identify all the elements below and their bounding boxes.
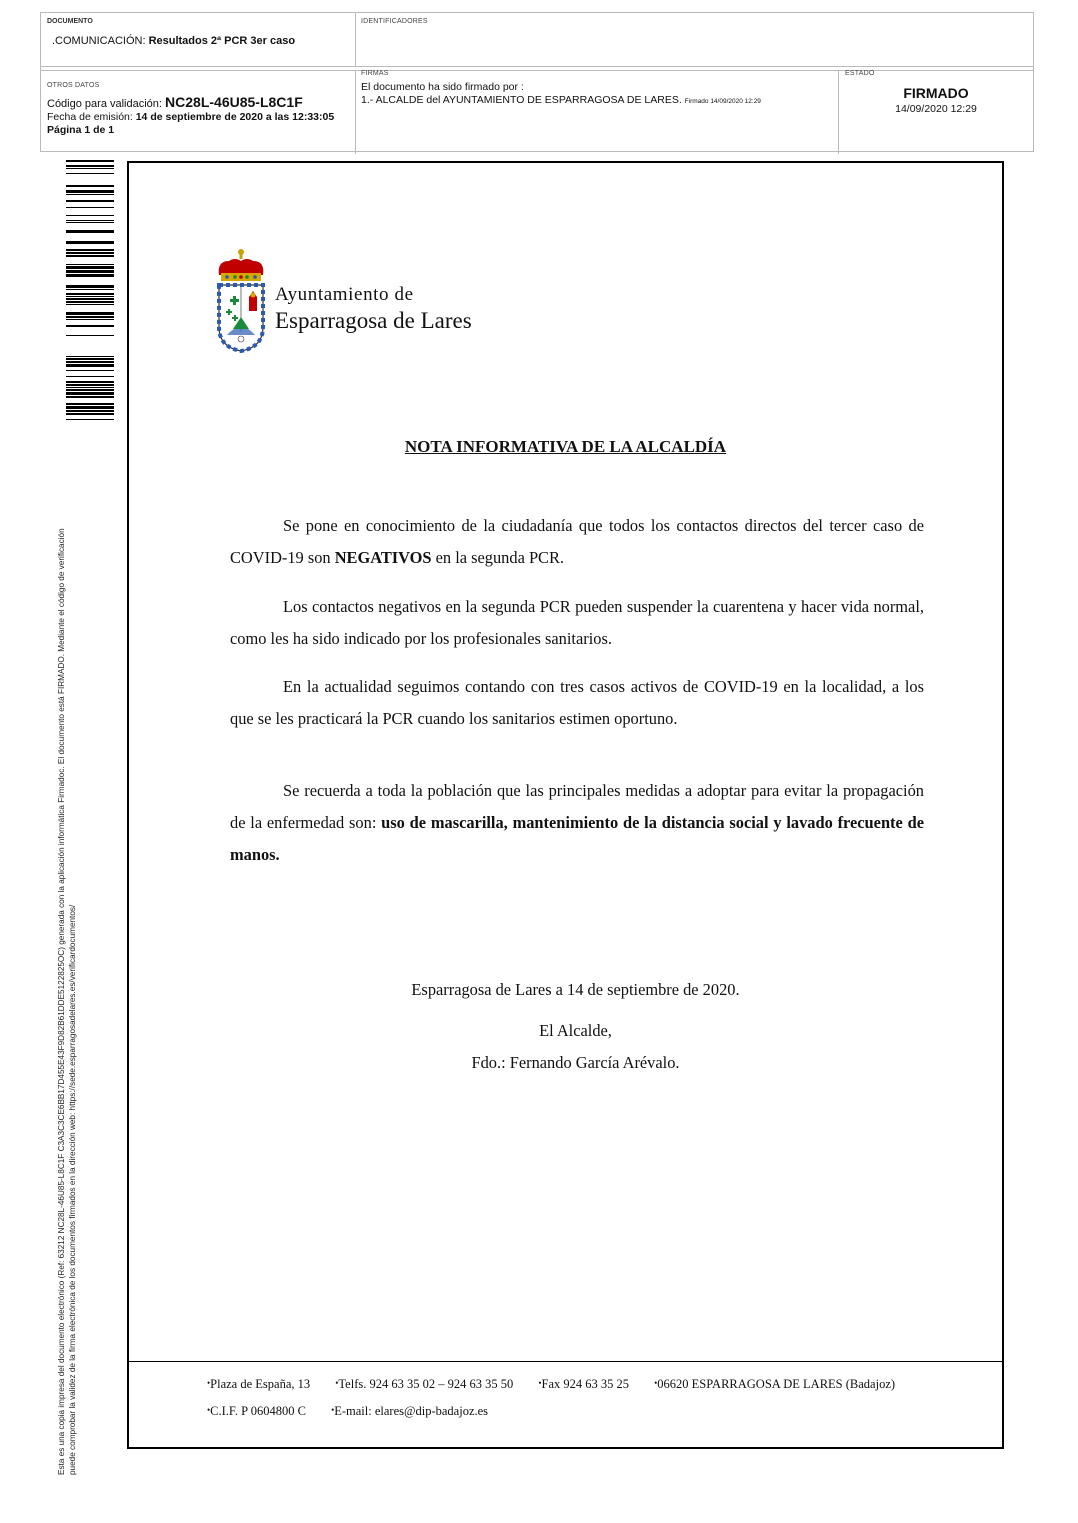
- footer-cif: [207, 1404, 306, 1419]
- signer-timestamp: Firmado 14/09/2020 12:29: [684, 98, 761, 105]
- notice-title: NOTA INFORMATIVA DE LA ALCALDÍA: [404, 437, 727, 456]
- document-subject: Resultados 2ª PCR 3er caso: [148, 35, 296, 47]
- p4-text-bold: uso de mascarilla, mantenimiento de la distancia social y lavado frecuente de manos.: [230, 813, 924, 864]
- p1-text-bold: NEGATIVOS: [334, 548, 432, 567]
- footer-fax-text: Fax 924 63 35 25: [541, 1377, 629, 1391]
- document-header: [40, 12, 1034, 152]
- footer-fax: [538, 1377, 629, 1392]
- p4-text-a: Se recuerda a toda la población que las principales medidas a adoptar para evitar la propagación de la enfermedad son:: [230, 781, 924, 832]
- otros-datos-label: OTROS DATOS: [47, 82, 100, 89]
- estado-label: ESTADO: [845, 70, 875, 77]
- bullet-icon: •: [538, 1378, 542, 1388]
- footer-phones-text: Telfs. 924 63 35 02 – 924 63 35 50: [338, 1377, 514, 1391]
- status-date: 14/09/2020 12:29: [895, 103, 977, 115]
- signer-name: 1.- ALCALDE del AYUNTAMIENTO DE ESPARRAGOSA DE LARES.: [361, 94, 682, 106]
- validation-code-label: Código para validación:: [47, 98, 162, 110]
- org-name-line2: Esparragosa de Lares: [275, 308, 472, 333]
- signer-entry: [361, 94, 761, 106]
- document-title: [52, 35, 295, 47]
- paragraph-1: [230, 510, 924, 574]
- verification-side-text: [56, 425, 78, 1475]
- validation-code: [47, 94, 303, 110]
- footer-address: [207, 1377, 310, 1392]
- bullet-icon: •: [335, 1378, 339, 1388]
- issue-date: [47, 111, 334, 123]
- signer-role: El Alcalde,: [539, 1021, 612, 1040]
- p1-text-c: en la segunda PCR.: [431, 548, 565, 567]
- footer-line-1: [207, 1377, 895, 1392]
- identificadores-label: IDENTIFICADORES: [361, 18, 428, 25]
- org-name-line1: Ayuntamiento de: [275, 284, 414, 305]
- paragraph-3: En la actualidad seguimos contando con tres casos activos de COVID-19 en la localidad, a los que se les practicará la PCR cuando los sanitarios estimen oportuno.: [230, 677, 924, 728]
- side-text-line2: puede comprobar la validez de la firma electrónica de los documentos firmados en la dirección web: https://sede.esparragosadelares.es/verificardocumentos/: [68, 904, 77, 1475]
- validation-code-value: NC28L-46U85-L8C1F: [165, 94, 303, 110]
- issue-date-value: 14 de septiembre de 2020 a las 12:33:05: [135, 111, 335, 123]
- bullet-icon: •: [654, 1378, 658, 1388]
- letter-page: [127, 161, 1004, 1449]
- bullet-icon: •: [207, 1405, 211, 1415]
- coat-of-arms-logo: [213, 247, 269, 353]
- footer-phones: [335, 1377, 513, 1392]
- place-date: Esparragosa de Lares a 14 de septiembre de 2020.: [411, 980, 740, 999]
- divider: [355, 71, 356, 154]
- signed-by-text: El documento ha sido firmado por :: [361, 81, 524, 93]
- divider: [838, 71, 839, 154]
- page-number: Página 1 de 1: [47, 124, 115, 136]
- side-text-line1: Esta es una copia impresa del documento electrónico (Ref: 63212 NC28L-46U85-L8C1F C3A3C3CE6BB17D455E43F9D82B61DDE5122825OC) generada con la aplicación informática Firmadoc. El documento está FIRMADO. Mediante el código de verificación: [57, 528, 66, 1475]
- footer-divider: [129, 1361, 1002, 1362]
- footer-email: [331, 1404, 488, 1419]
- documento-label: DOCUMENTO: [47, 18, 93, 25]
- status-value: FIRMADO: [903, 85, 969, 101]
- footer-cif-text: C.I.F. P 0604800 C: [210, 1404, 306, 1418]
- paragraph-2: Los contactos negativos en la segunda PCR pueden suspender la cuarentena y hacer vida normal, como les ha sido indicado por los profesionales sanitarios.: [230, 597, 924, 648]
- paragraph-4: [230, 775, 924, 871]
- issue-date-label: Fecha de emisión:: [47, 111, 133, 123]
- footer-line-2: [207, 1404, 510, 1419]
- header-row-document: [41, 13, 1033, 67]
- footer-city-text: 06620 ESPARRAGOSA DE LARES (Badajoz): [657, 1377, 896, 1391]
- bullet-icon: •: [331, 1405, 335, 1415]
- footer-email-text: E-mail: elares@dip-badajoz.es: [334, 1404, 489, 1418]
- firmas-label: FIRMAS: [361, 70, 389, 77]
- signer-name-closing: Fdo.: Fernando García Arévalo.: [471, 1053, 680, 1072]
- p1-text-a: Se pone en conocimiento de la ciudadanía que todos los contactos directos del tercer caso de COVID-19 son: [230, 516, 924, 567]
- document-prefix: .COMUNICACIÓN:: [52, 35, 146, 47]
- divider: [355, 13, 356, 66]
- bullet-icon: •: [207, 1378, 211, 1388]
- header-row-details: [41, 70, 1033, 154]
- barcode-image: [66, 160, 114, 420]
- footer-city: [654, 1377, 895, 1392]
- footer-address-text: Plaza de España, 13: [210, 1377, 311, 1391]
